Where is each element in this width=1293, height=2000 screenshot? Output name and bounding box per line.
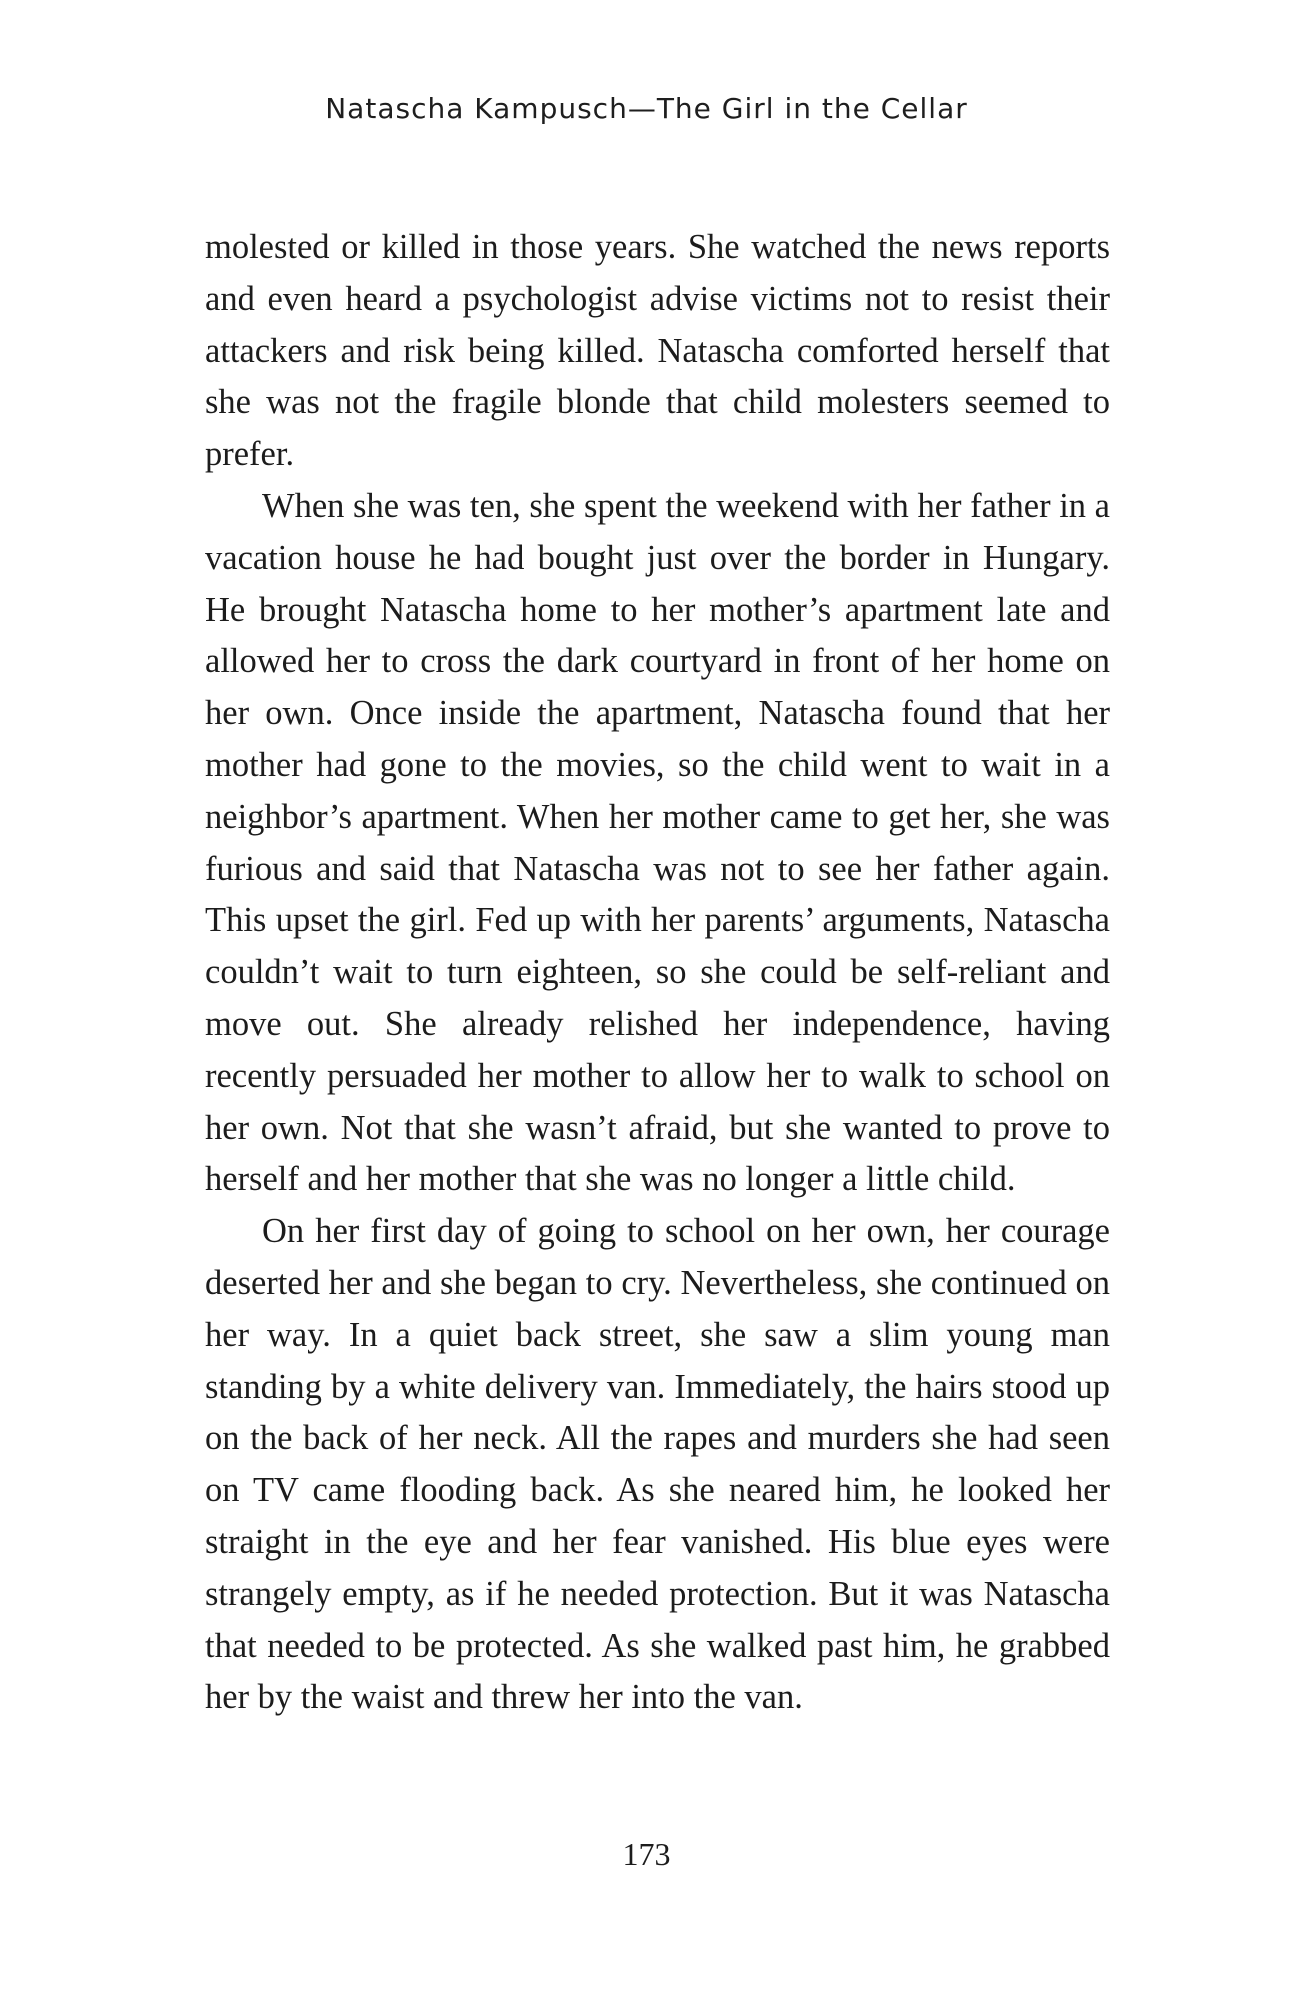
running-head: Natascha Kampusch—The Girl in the Cellar	[325, 92, 968, 125]
body-text	[205, 222, 1110, 1724]
paragraph: When she was ten, she spent the weekend with her father in a vacation house he had bought just over the border in Hungary. He brought Natascha home to her mother’s apartment late and allowed her to cross the dark courtyard in front of her home on her own. Once inside the apartment, Natascha found that her mother had gone to the movies, so the child went to wait in a neighbor’s apartment. When her mother came to get her, she was furious and said that Natascha was not to see her father again. This upset the girl. Fed up with her parents’ arguments, Natascha couldn’t wait to turn eighteen, so she could be self-reliant and move out. She already relished her independence, having recently persuaded her mother to allow her to walk to school on her own. Not that she wasn’t afraid, but she wanted to prove to herself and her mother that she was no longer a little child.	[205, 486, 1110, 1199]
paragraph-continued: molested or killed in those years. She watched the news reports and even heard a psychologist advise victims not to resist their attackers and risk being killed. Natascha comforted herself that she was not the fragile blonde that child molesters seemed to prefer.	[205, 228, 1110, 474]
paragraph: On her first day of going to school on her own, her courage deserted her and she began to cry. Nevertheless, she continued on her way. In a quiet back street, she saw a slim young man standing by a white delivery van. Immediately, the hairs stood up on the back of her neck. All the rapes and murders she had seen on TV came flooding back. As she neared him, he looked her straight in the eye and her fear vanished. His blue eyes were strangely empty, as if he needed protection. But it was Natascha that needed to be protected. As she walked past him, he grabbed her by the waist and threw her into the van.	[205, 1212, 1110, 1717]
page-number: 173	[622, 1836, 671, 1872]
